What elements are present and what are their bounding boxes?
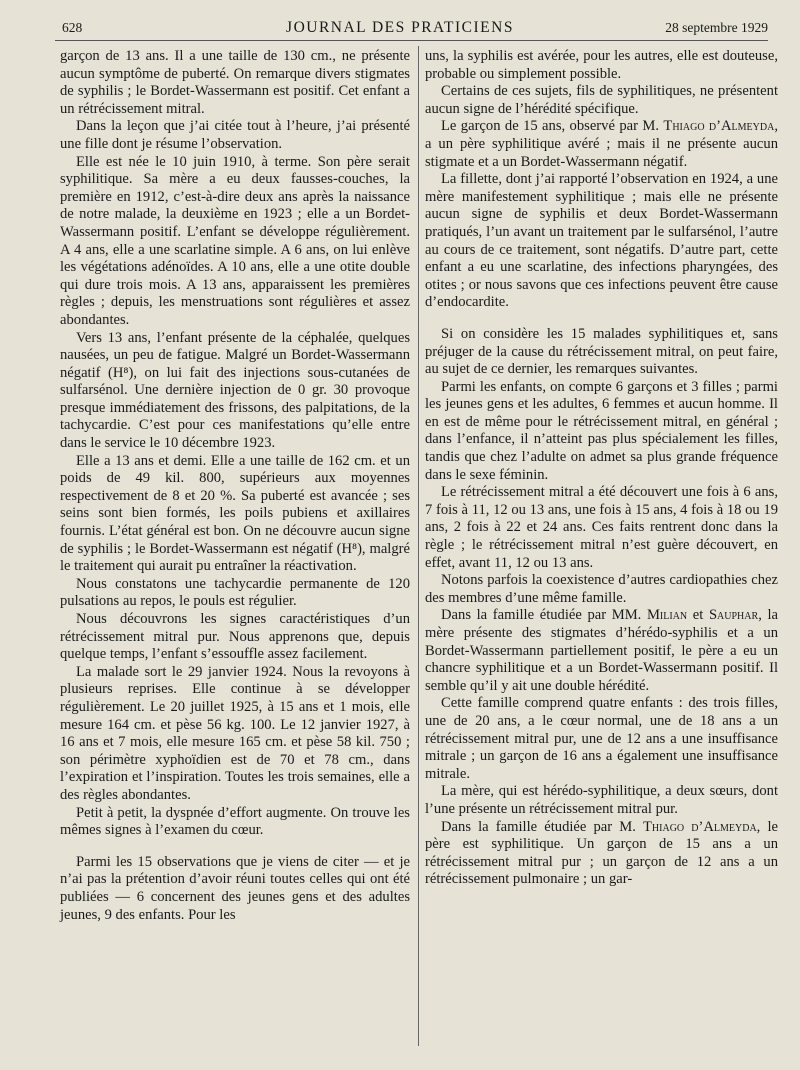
text-run: Dans la famille étudiée par M. — [441, 818, 644, 835]
paragraph: Elle est née le 10 juin 1910, à terme. Son père serait syphilitique. Sa mère a eu deux fausses-couches, la première en 1912, c’est-à-dire deux ans après la naissance de notre malade, la deuxième en 1923 ; elle a un Bordet-Wassermann positif. L’enfant se développe régulièrement. A 4 ans, elle a une scarlatine simple. A 6 ans, on lui enlève les végétations adénoïdes. A 10 ans, elle a une otite double qui dure trois mois. A 13 ans, apparaissent les premières règles ; depuis, les menstruations sont régulières et assez abondantes. — [60, 153, 410, 328]
text-run: , a un père syphilitique avéré ; mais il ne présente aucun stigmate et a un Bordet-Wassermann négatif. — [425, 118, 778, 170]
paragraph: Nous constatons une tachycardie permanente de 120 pulsations au repos, le pouls est régulier. — [60, 575, 410, 610]
text-run: et — [687, 607, 709, 624]
paragraph: Le rétrécissement mitral a été découvert une fois à 6 ans, 7 fois à 11, 12 ou 13 ans, une fois à 15 ans, 4 fois à 18 ou 19 ans, 2 fois à 22 et 24 ans. Ces faits rentrent donc dans la règle ; le rétrécissement mitral n’est guère découvert, en effet, avant 11, 12 ou 13 ans. — [425, 484, 778, 571]
paragraph — [425, 118, 778, 171]
page-header — [0, 0, 800, 40]
paragraph: Parmi les enfants, on compte 6 garçons et 3 filles ; parmi les jeunes gens et les adultes, 6 femmes et aucun homme. Il en est de même pour le rétrécissement mitral, en général ; dans l’enfance, il n’atteint pas plus spécialement les filles, tandis que chez l’adulte on admet sa plus grande fréquence dans le sexe féminin. — [425, 378, 778, 483]
author-name: Milian — [646, 607, 688, 624]
paragraph: Dans la leçon que j’ai citée tout à l’heure, j’ai présenté une fille dont je résume l’observation. — [60, 118, 410, 152]
paragraph — [425, 607, 778, 695]
paragraph: Elle a 13 ans et demi. Elle a une taille de 162 cm. et un poids de 49 kil. 800, supérieurs aux moyennes respectivement de 8 et 20 %. Sa puberté est avancée ; ses seins sont bien formés, les poils pubiens et axillaires fournis. L’état général est bon. On ne découvre aucun signe de syphilis ; le Bordet-Wassermann est négatif (H⁸), malgré le traitement qui aurait pu entraîner la réactivation. — [60, 452, 410, 575]
author-name: Thiago d’Almeyda — [643, 818, 757, 835]
issue-date: 28 septembre 1929 — [665, 20, 768, 35]
column-divider — [418, 46, 419, 1046]
paragraph: La malade sort le 29 janvier 1924. Nous la revoyons à plusieurs reprises. Elle continue à se développer régulièrement. Le 20 juillet 1925, à 15 ans et 1 mois, elle mesure 164 cm. et pèse 56 kg. 100. Le 12 janvier 1927, à 16 ans et 7 mois, elle mesure 165 cm. et pèse 58 kil. 750 ; son périmètre xyphoïdien est de 70 et 78 cm., dans l’expiration et l’inspiration. Toutes les trois semaines, elle a des règles abondantes. — [60, 663, 410, 803]
header-rule — [55, 40, 768, 41]
paragraph: Si on considère les 15 malades syphilitiques et, sans préjuger de la cause du rétrécissement mitral, on peut faire, au sujet de ce dernier, les remarques suivantes. — [425, 325, 778, 378]
paragraph: Petit à petit, la dyspnée d’effort augmente. On trouve les mêmes signes à l’examen du cœur. — [60, 804, 410, 839]
paragraph: La mère, qui est hérédo-syphilitique, a deux sœurs, dont l’une présente un rétrécissement mitral pur. — [425, 783, 778, 817]
paragraph: garçon de 13 ans. Il a une taille de 130 cm., ne présente aucun symptôme de puberté. On remarque divers stigmates de syphilis ; le Bordet-Wassermann est positif. Cet enfant a un rétrécissement mitral. — [60, 48, 410, 117]
paragraph: Nous découvrons les signes caractéristiques d’un rétrécissement mitral pur. Nous apprenons que, depuis quelque temps, l’enfant s’essouffle assez facilement. — [60, 611, 410, 663]
paragraph: Cette famille comprend quatre enfants : des trois filles, une de 20 ans, a le cœur normal, une de 18 ans a un rétrécissement mitral pur, une de 12 ans a une insuffisance mitrale ; un garçon de 16 ans a également une insuffisance mitrale. — [425, 695, 778, 782]
left-column — [60, 48, 410, 924]
page-number: 628 — [62, 20, 83, 35]
text-run: Dans la famille étudiée par MM. — [441, 607, 647, 624]
right-column — [425, 48, 778, 889]
paragraph: Notons parfois la coexistence d’autres cardiopathies chez des membres d’une même famille. — [425, 572, 778, 606]
paragraph: Vers 13 ans, l’enfant présente de la céphalée, quelques nausées, un peu de fatigue. Malgré un Bordet-Wassermann négatif (H⁸), on lui fait des injections sous-cutanées de sulfarsénol. Une dernière injection de 0 gr. 30 provoque presque immédiatement des frissons, des palpitations, de la tachycardie. C’est pour ces manifestations qu’elle entre dans le service le 10 décembre 1923. — [60, 329, 410, 452]
text-run: Le garçon de 15 ans, observé par M. — [441, 118, 664, 135]
paragraph: Certains de ces sujets, fils de syphilitiques, ne présentent aucun signe de l’hérédité spécifique. — [425, 83, 778, 117]
paragraph: uns, la syphilis est avérée, pour les autres, elle est douteuse, probable ou simplement possible. — [425, 48, 778, 82]
author-name: Thiago d’Almeyda — [663, 118, 775, 135]
author-name: Sauphar — [708, 607, 759, 624]
paragraph: La fillette, dont j’ai rapporté l’observation en 1924, a une mère manifestement syphilitique ; mais elle ne présente aucun signe de syphilis et deux Bordet-Wassermann pratiqués, l’un avant un traitement par le sulfarsénol, l’autre au cours de ce traitement, sont négatifs. D’autre part, cette enfant a eu une scarlatine, des infections pharyngées, des otites ; or nous savons que ces infections peuvent être cause d’endocardite. — [425, 171, 778, 311]
text-run: , le père est syphilitique. Un garçon de 15 ans a un rétrécissement mitral pur ; un garçon de 12 ans a un rétrécissement pulmonaire ; un gar- — [425, 818, 778, 888]
text-run: , la mère présente des stigmates d’hérédo-syphilis et a un Bordet-Wassermann partiellement positif, le père a eu un chancre syphilitique et a un Bordet-Wassermann positif. Il semble qu’il y ait une double hérédité. — [425, 607, 778, 694]
paragraph: Parmi les 15 observations que je viens de citer — et je n’ai pas la prétention d’avoir réuni toutes celles qui ont été publiées — 6 concernent des jeunes gens et des adultes jeunes, 9 des enfants. Pour les — [60, 853, 410, 923]
paragraph — [425, 819, 778, 889]
journal-title: JOURNAL DES PRATICIENS — [286, 19, 514, 36]
